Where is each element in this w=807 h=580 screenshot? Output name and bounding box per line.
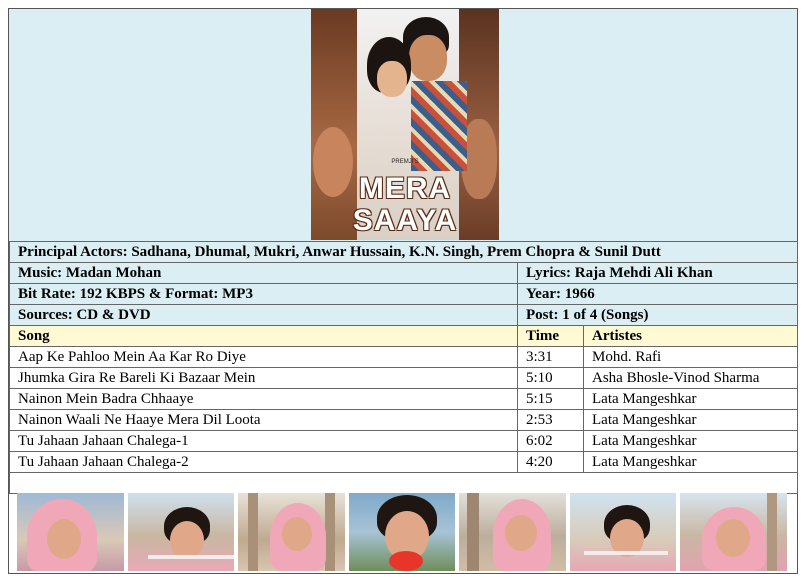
song-title: Aap Ke Pahloo Mein Aa Kar Ro Diye <box>10 347 518 368</box>
principal-actors: Principal Actors: Sadhana, Dhumal, Mukri, Anwar Hussain, K.N. Singh, Prem Chopra & Sunil Dutt <box>10 242 798 263</box>
song-title: Jhumka Gira Re Bareli Ki Bazaar Mein <box>10 368 518 389</box>
film-still <box>349 493 456 571</box>
poster-presents: PREMJI'S <box>391 159 419 165</box>
header-time: Time <box>518 326 584 347</box>
album-info-table <box>9 241 798 494</box>
table-row <box>10 452 798 473</box>
header-song: Song <box>10 326 518 347</box>
song-time: 6:02 <box>518 431 584 452</box>
spacer-row <box>10 473 798 494</box>
film-still <box>570 493 677 571</box>
table-row <box>10 431 798 452</box>
poster-man-face <box>409 35 447 81</box>
songs-header-row <box>10 326 798 347</box>
poster-title-line2: SAAYA <box>352 204 458 237</box>
film-still <box>128 493 235 571</box>
poster-title-line1: MERA <box>358 172 452 205</box>
bitrate-row <box>10 284 798 305</box>
post-frame <box>8 8 798 574</box>
lyrics-credit: Lyrics: Raja Mehdi Ali Khan <box>518 263 798 284</box>
table-row <box>10 389 798 410</box>
song-title: Nainon Waali Ne Haaye Mera Dil Loota <box>10 410 518 431</box>
movie-poster-image <box>311 9 499 240</box>
song-title: Tu Jahaan Jahaan Chalega-1 <box>10 431 518 452</box>
song-artistes: Lata Mangeshkar <box>584 452 798 473</box>
song-artistes: Lata Mangeshkar <box>584 389 798 410</box>
sources: Sources: CD & DVD <box>10 305 518 326</box>
music-credit: Music: Madan Mohan <box>10 263 518 284</box>
film-still <box>17 493 124 571</box>
music-row <box>10 263 798 284</box>
table-row <box>10 410 798 431</box>
release-year: Year: 1966 <box>518 284 798 305</box>
actors-row <box>10 242 798 263</box>
song-time: 3:31 <box>518 347 584 368</box>
song-time: 5:15 <box>518 389 584 410</box>
table-row <box>10 368 798 389</box>
song-artistes: Lata Mangeshkar <box>584 410 798 431</box>
post-number: Post: 1 of 4 (Songs) <box>518 305 798 326</box>
film-still <box>238 493 345 571</box>
poster-woman-face <box>377 61 407 97</box>
spacer-cell <box>10 473 798 494</box>
film-still <box>680 493 787 571</box>
song-artistes: Lata Mangeshkar <box>584 431 798 452</box>
song-time: 2:53 <box>518 410 584 431</box>
poster-row <box>9 9 797 242</box>
song-artistes: Asha Bhosle-Vinod Sharma <box>584 368 798 389</box>
film-still <box>459 493 566 571</box>
sources-row <box>10 305 798 326</box>
poster-shirt <box>411 81 467 171</box>
song-title: Nainon Mein Badra Chhaaye <box>10 389 518 410</box>
song-time: 4:20 <box>518 452 584 473</box>
song-title: Tu Jahaan Jahaan Chalega-2 <box>10 452 518 473</box>
bitrate-format: Bit Rate: 192 KBPS & Format: MP3 <box>10 284 518 305</box>
song-artistes: Mohd. Rafi <box>584 347 798 368</box>
song-time: 5:10 <box>518 368 584 389</box>
table-row <box>10 347 798 368</box>
header-artistes: Artistes <box>584 326 798 347</box>
film-stills-strip <box>17 493 787 571</box>
